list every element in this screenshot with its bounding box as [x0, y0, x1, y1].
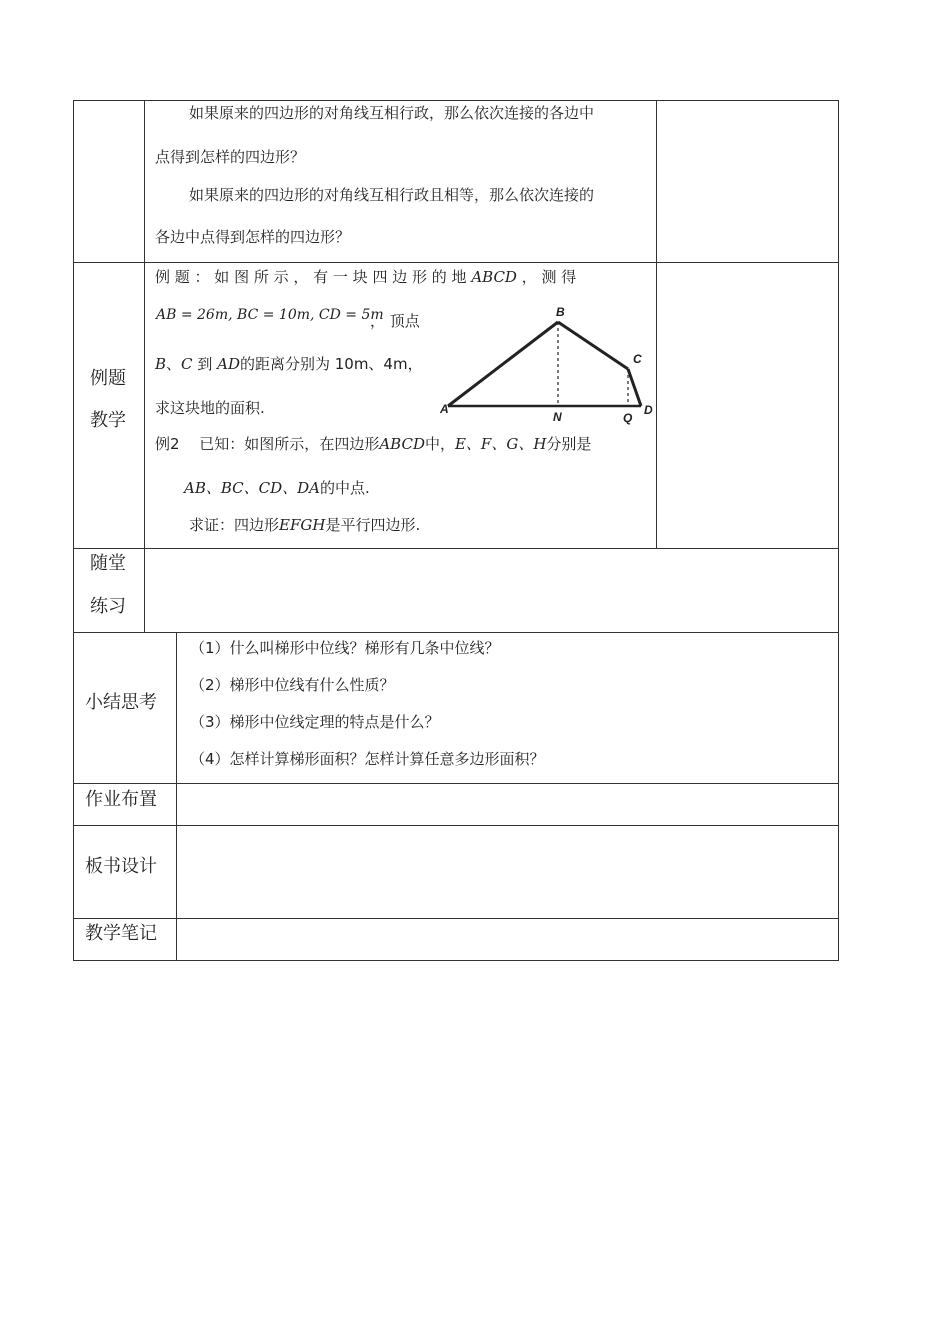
example-2-mid: 中， [424, 435, 455, 453]
example-2-suffix: 分别是 [546, 435, 592, 453]
example-2-side-list: AB、BC、CD、DA [184, 479, 320, 497]
prove-prefix: 求证：四边形 [189, 516, 280, 534]
example-label-line-2: 教学 [90, 410, 126, 431]
label-d: D [644, 403, 653, 417]
notes-content [177, 919, 838, 960]
label-c: C [633, 352, 642, 366]
example-1-intro [155, 267, 576, 287]
label-b: B [556, 305, 565, 319]
example-1-vertex-suffix: ， 顶点 [370, 312, 420, 330]
example-2-prove [189, 515, 420, 535]
summary-item: （1）什么叫梯形中位线？梯形有几条中位线？ [190, 639, 500, 657]
example-1-distance-line [155, 354, 423, 374]
board-label: 板书设计 [85, 856, 157, 877]
prove-suffix: 是平行四边形. [325, 516, 421, 534]
label-a: A [440, 402, 449, 416]
example-2-sides-suffix: 的中点. [320, 479, 370, 497]
quadrilateral-figure [436, 300, 658, 426]
vertex-b: B [155, 355, 167, 373]
example-1-measure-word: ， 测 得 [521, 268, 577, 286]
summary-item: （3）梯形中位线定理的特点是什么？ [190, 713, 440, 731]
summary-item: （2）梯形中位线有什么性质？ [190, 676, 395, 694]
question-2-line-1: 如果原来的四边形的对角线互相行政且相等，那么依次连接的 [189, 186, 595, 204]
example-2-prefix: 例2 已知：如图所示，在四边形 [155, 435, 380, 453]
figure-lines [448, 322, 641, 406]
board-content [177, 826, 838, 918]
example-1-question: 求这块地的面积. [155, 399, 265, 417]
example-2-sides [184, 478, 370, 498]
separator: 、 [166, 355, 182, 373]
notes-label: 教学笔记 [85, 923, 157, 944]
practice-content [145, 549, 838, 632]
practice-label-line-1: 随堂 [90, 553, 126, 574]
practice-label-line-2: 练习 [90, 596, 126, 617]
example-1-intro-text: 例 题 ： 如 图 所 示 ， 有 一 块 四 边 形 的 地 [155, 268, 467, 286]
example-2-given [155, 434, 591, 454]
label-q: Q [623, 411, 633, 425]
homework-label: 作业布置 [85, 789, 157, 810]
question-1-line-2: 点得到怎样的四边形？ [155, 148, 306, 166]
label-n: N [553, 410, 562, 424]
question-1-line-1: 如果原来的四边形的对角线互相行政，那么依次连接的各边中 [189, 104, 595, 122]
side-ad: AD [217, 355, 240, 373]
question-2-line-2: 各边中点得到怎样的四边形？ [155, 228, 351, 246]
example-1-lengths: AB = 26m, BC = 10m, CD = 5m [156, 307, 384, 323]
to-word: 到 [197, 355, 213, 373]
example-label-line-1: 例题 [90, 368, 126, 389]
summary-label: 小结思考 [85, 692, 157, 713]
example-2-quad: ABCD [379, 435, 425, 453]
summary-item: （4）怎样计算梯形面积？怎样计算任意多边形面积？ [190, 750, 545, 768]
example-2-points: E、F、G、H [454, 435, 547, 453]
homework-content [177, 784, 838, 825]
prove-quad: EFGH [279, 516, 326, 534]
distances-text: 的距离分别为 10m、4m， [239, 355, 423, 373]
vertex-c: C [181, 355, 193, 373]
example-1-quad: ABCD [471, 268, 517, 286]
